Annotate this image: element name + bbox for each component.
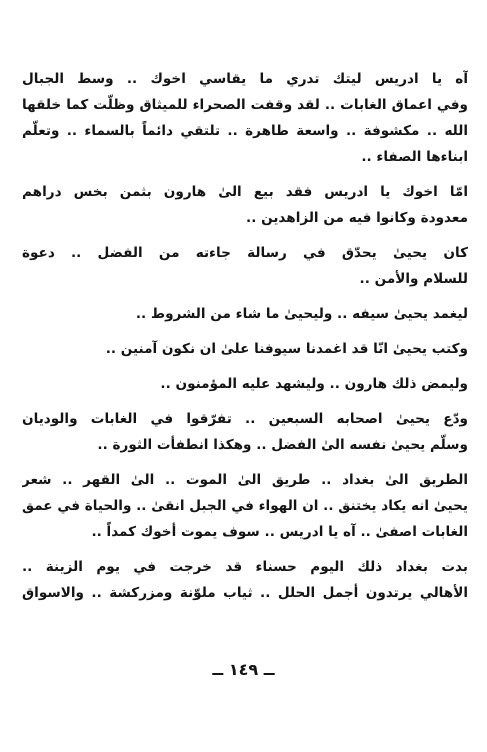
body-text <box>22 66 468 606</box>
paragraph-5 <box>22 336 468 362</box>
text-line: ودّع يحيىٰ اصحابه السبعين .. تفرّقوا في الغابات والوديان <box>22 411 468 427</box>
text-line: الأهالي يرتدون أجمل الحلل .. ثياب ملوّنة ومزركشة .. والاسواق <box>22 585 468 601</box>
paragraph-8 <box>22 467 468 545</box>
text-line: الله .. مكشوفة .. واسعة طاهرة .. تلتقي دائماً بالسماء .. وتعلّم <box>22 123 468 139</box>
paragraph-9 <box>22 554 468 606</box>
text-line: معدودة وكانوا فيه من الزاهدين .. <box>246 210 468 226</box>
text-line: بدت بغداد ذلك اليوم حسناء قد خرجت في يوم الزينة .. <box>22 559 468 575</box>
text-line: وليمض ذلك هارون .. وليشهد عليه المؤمنون .. <box>160 376 468 392</box>
page-number: ــ ١٤٩ ــ <box>212 660 275 679</box>
paragraph-2 <box>22 179 468 231</box>
paragraph-gap <box>22 292 468 301</box>
paragraph-gap <box>22 397 468 406</box>
text-line: يحيىٰ انه يكاد يختنق .. ان الهواء في الجبل انقىٰ .. والحياة في عمق <box>22 498 468 514</box>
text-line: امّا اخوك يا ادريس فقد بيع الىٰ هارون بثمن بخس دراهم <box>22 184 468 200</box>
paragraph-1 <box>22 66 468 170</box>
text-line: ابناءها الصفاء .. <box>361 149 468 165</box>
text-line: الطريق الىٰ بغداد .. طريق الىٰ الموت .. الىٰ القهر .. شعر <box>22 472 468 488</box>
text-line: آه يا ادريس ليتك تدري ما يقاسي اخوك .. وسط الجبال <box>22 71 468 87</box>
text-line: كان يحيىٰ يحدّق في رسالة جاءته من الفضل .. دعوة <box>22 245 468 261</box>
paragraph-gap <box>22 170 468 179</box>
text-line: وفي اعماق الغابات .. لقد وقفت الصحراء للميثاق وظلّت كما خلقها <box>22 97 468 113</box>
text-line: الغابات اصفىٰ .. آه يا ادريس .. سوف يموت أخوك كمداً .. <box>91 524 468 540</box>
paragraph-gap <box>22 362 468 371</box>
paragraph-7 <box>22 406 468 458</box>
text-line: وكتب يحيىٰ انّا قد اغمدنا سيوفنا علىٰ ان نكون آمنين .. <box>105 341 468 357</box>
text-line: وسلّم يحيىٰ نفسه الىٰ الفضل .. وهكذا انطفأت الثورة .. <box>97 437 468 453</box>
paragraph-gap <box>22 458 468 467</box>
paragraph-3 <box>22 240 468 292</box>
paragraph-gap <box>22 231 468 240</box>
paragraph-gap <box>22 327 468 336</box>
paragraph-4 <box>22 301 468 327</box>
text-line: ليغمد يحيىٰ سيفه .. وليحيىٰ ما شاء من الشروط .. <box>135 306 468 322</box>
paragraph-gap <box>22 545 468 554</box>
paragraph-6 <box>22 371 468 397</box>
text-line: للسلام والأمن .. <box>359 271 468 287</box>
